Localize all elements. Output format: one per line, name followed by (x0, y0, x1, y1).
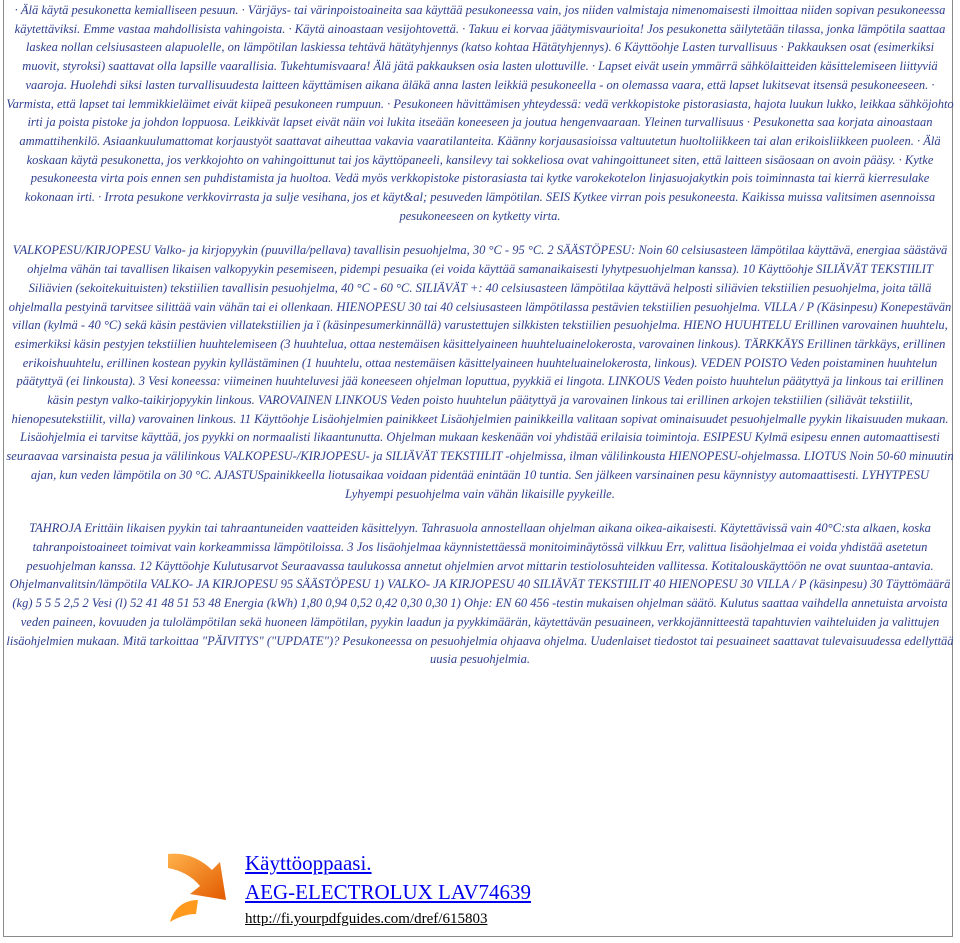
footer (160, 844, 760, 934)
paragraph-safety: · Älä käytä pesukonetta kemialliseen pesuun. · Värjäys- tai värinpoistoaineita saa käyttää pesukoneessa vain, jos niiden valmistaja nimenomaisesti ilmoittaa niiden sopivan pesukoneessa käytettäviksi. Emme vastaa mahdollisista vahingoista. · Käytä ainoastaan vesijohtovettä. · Takuu ei korvaa jäätymisvaurioita! Jos pesukonetta säilytetään tilassa, jonka lämpötila saattaa laskea nollan celsiusasteen alapuolelle, on lämpötilan laskiessa tehtävä hätätyhjennys (katso kohtaa Hätätyhjennys). 6 Käyttöohje Lasten turvallisuus · Pakkauksen osat (esimerkiksi muovit, styroksi) saattavat olla lapsille vaarallisia. Tukehtumisvaara! Älä jätä pakkauksen osia lasten ulottuville. · Lapset eivät usein ymmärrä sähkölaitteiden käsittelemiseen liittyviä vaaroja. Huolehdi siksi lasten turvallisuudesta laitteen käyttämisen aikana äläkä anna lasten leikkiä pesukoneella - on olemassa vaara, että lapset lukitsevat itsensä pesukoneeseen. · Varmista, että lapset tai lemmikkieläimet eivät kiipeä pesukoneen rumpuun. · Pesukoneen hävittämisen yhteydessä: vedä verkkopistoke pistorasiasta, hajota luukun lukko, leikkaa sähköjohto irti ja poista pistoke ja johdon loppuosa. Leikkivät lapset eivät näin voi lukita itseään koneeseen ja joutua hengenvaaraan. Yleinen turvallisuus · Pesukonetta saa korjata ainoastaan ammattihenkilö. Asiaankuulumattomat korjaustyöt saattavat aiheuttaa vakavia vaaratilanteita. Käänny korjausasioissa valtuutetun huoltoliikkeen tai alan erikoisliikkeen puoleen. · Älä koskaan käytä pesukonetta, jos verkkojohto on vahingoittunut tai jos käyttöpaneeli, kansilevy tai sokkeliosa ovat vahingoittuneet siten, että laitteen sisäosaan on avoin pääsy. · Kytke pesukoneesta virta pois ennen sen puhdistamista ja huoltoa. Vedä myös verkkopistoke pistorasiasta tai kytke varokekotelon linjasuojakytkin pois toiminnasta tai kierrä kierresulake kokonaan irti. · Irrota pesukone verkkovirrasta ja sulje vesihana, jos et käyt&al; pesuveden lämpötilan. SEIS Kytkee virran pois pesukoneesta. Kaikissa muissa valitsimen asennoissa pesukoneeseen on kytketty virta. (6, 3, 954, 223)
manual-link[interactable]: Käyttöoppaasi. (245, 851, 372, 875)
paragraph-programs: VALKOPESU/KIRJOPESU Valko- ja kirjopyykin (puuvilla/pellava) tavallisin pesuohjelma, 30 °C - 95 °C. 2 SÄÄSTÖPESU: Noin 60 celsiusasteen lämpötilaa käyttävä, energiaa säästävä ohjelma vähän tai tavallisen likaisen valkopyykin pesemiseen, pidempi pesuaika (ei voida käyttää samanaikaisesti lyhytpesuohjelman kanssa). 10 Käyttöohje SILIÄVÄT TEKSTIILIT Siliävien (sekoitekuituisten) tekstiilien tavallisin pesuohjelma, 40 °C - 60 °C. SILIÄVÄT +: 40 celsiusasteen lämpötilaa käyttävä helposti siliävien tekstiilien pesuohjelma, joita tällä ohjelmalla pestyinä tarvitsee silittää vain vähän tai ei ollenkaan. HIENOPESU 30 tai 40 celsiusasteen lämpötilassa pestävien tekstiilien pesuohjelma. VILLA / P (Käsinpesu) Konepestävän villan (kylmä - 40 °C) sekä käsin pestävien villatekstiilien ja ï (käsinpesumerkinnällä) varustettujen silkkisten tekstiilien pesuohjelma. HIENO HUUHTELU Erillinen varovainen huuhtelu, esimerkiksi käsin pestyjen tekstiilien huuhtelemiseen (3 huuhtelua, ottaa nestemäisen käsittelyaineen huuhteluainelokerosta, varovainen linkous). TÄRKKÄYS Erillinen tärkkäys, erillinen erikoishuuhtelu, erillinen kostean pyykin kyllästäminen (1 huuhtelu, ottaa nestemäisen käsittelyaineen huuhteluainelokerosta, linkous). VEDEN POISTO Veden poistaminen huuhtelun päätyttyä (ei linkousta). 3 Vesi koneessa: viimeinen huuhteluvesi jää koneeseen ohjelman loputtua, pyykkiä ei lingota. LINKOUS Veden poisto huuhtelun päätyttyä ja linkous tai erillinen käsin pestyn valko-taikirjopyykin linkous. VAROVAINEN LINKOUS Veden poisto huuhtelun päätyttyä ja varovainen linkous tai erillinen arkojen tekstiilien (siliävät tekstiilit, hienopesutekstiilit, villa) varovainen linkous. 11 Käyttöohje Lisäohjelmien painikkeet Lisäohjelmien painikkeilla valitaan sopivat ominaisuudet pesuohjelmalle pyykin likaisuuden mukaan. Lisäohjelmia ei tarvitse käyttää, jos pyykki on normaalisti likaantunutta. Ohjelman mukaan keskenään voi yhdistää erilaisia toimintoja. ESIPESU Kylmä esipesu ennen automaattisesti seuraavaa varsinaista pesua ja välilinkous VALKOPESU-/KIRJOPESU- ja SILIÄVÄT TEKSTIILIT -ohjelmissa, ilman välilinkousta HIENOPESU-ohjelmassa. LIOTUS Noin 50-60 minuutin ajan, kun veden lämpötila on 30 °C. AJASTUSpainikkeella liotusaikaa voidaan pidentää enintään 10 tuntia. Sen jälkeen varsinainen pesu käynnistyy automaattisesti. LYHYTPESU Lyhyempi pesuohjelma vain vähän likaisille pyykeille. (6, 243, 954, 501)
footer-links (245, 850, 531, 930)
model-link[interactable]: AEG-ELECTROLUX LAV74639 (245, 880, 532, 904)
document-body (6, 1, 954, 669)
orange-arrow-icon (160, 844, 235, 924)
url-link[interactable]: http://fi.yourpdfguides.com/dref/615803 (245, 911, 488, 927)
paragraph-consumption: TAHROJA Erittäin likaisen pyykin tai tahraantuneiden vaatteiden käsittelyyn. Tahrasuola annostellaan ohjelman aikana oikea-aikaisesti. Käytettävissä vain 40°C:sta alkaen, koska tahranpoistoaineet toimivat vain korkeammissa lämpötiloissa. 3 Jos lisäohjelmaa käynnistettäessä monitoiminäytössä vilkkuu Err, valittua lisäohjelmaa ei voida yhdistää asetetun pesuohjelman kanssa. 12 Käyttöohje Kulutusarvot Seuraavassa taulukossa annetut ohjelmien arvot mittarin testiolosuhteiden vallitessa. Kotitalouskäyttöön ne ovat suuntaa-antavia. Ohjelmanvalitsin/lämpötila VALKO- JA KIRJOPESU 95 SÄÄSTÖPESU 1) VALKO- JA KIRJOPESU 40 SILIÄVÄT TEKSTIILIT 40 HIENOPESU 30 VILLA / P (käsinpesu) 30 Täyttömäärä (kg) 5 5 5 2,5 2 Vesi (l) 52 41 48 51 53 48 Energia (kWh) 1,80 0,94 0,52 0,42 0,30 0,30 1) Ohje: EN 60 456 -testin mukaisen ohjelman säätö. Kulutus saattaa vaihdella annetuista arvoista veden paineen, kovuuden ja tulolämpötilan sekä huoneen lämpötilan, pyykin laadun ja pyykkimäärän, käytettävän pesuaineen, verkkojännitteestä tapahtuvien vaihteluiden ja valittujen lisäohjelmien mukaan. Mitä tarkoittaa "PÄIVITYS" ("UPDATE")? Pesukoneessa on pesuohjelmia ohjaava ohjelma. Uudenlaiset tiedostot tai pesuaineet saattavat tulevaisuudessa edellyttää uusia pesuohjelmia. (6, 521, 954, 667)
